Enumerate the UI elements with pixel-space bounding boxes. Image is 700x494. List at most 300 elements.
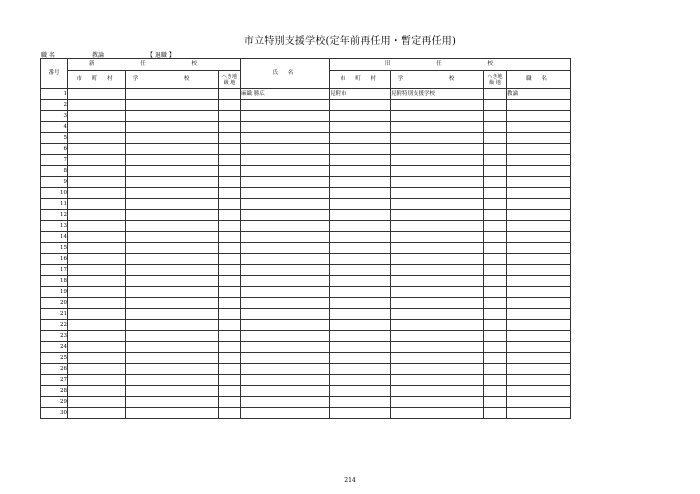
row-number: 22 — [41, 320, 68, 331]
old-job-cell — [507, 408, 571, 419]
old-job-cell — [507, 265, 571, 276]
teacher-name-cell — [241, 133, 330, 144]
old-remote-area-cell — [484, 276, 507, 287]
table-row — [41, 386, 571, 397]
old-school-cell — [391, 254, 484, 265]
old-job-cell — [507, 188, 571, 199]
new-school-cell — [126, 386, 219, 397]
new-school-cell — [126, 232, 219, 243]
row-number: 4 — [41, 122, 68, 133]
new-school-cell — [126, 375, 219, 386]
old-school-cell — [391, 397, 484, 408]
old-school-cell — [391, 331, 484, 342]
new-municipality-cell — [68, 342, 126, 353]
old-municipality-cell — [330, 111, 391, 122]
new-municipality-cell — [68, 155, 126, 166]
row-number: 29 — [41, 397, 68, 408]
row-number: 25 — [41, 353, 68, 364]
table-row — [41, 342, 571, 353]
new-school-cell — [126, 133, 219, 144]
old-municipality-cell — [330, 320, 391, 331]
table-row — [41, 408, 571, 419]
teacher-name-cell — [241, 177, 330, 188]
new-remote-area-cell — [219, 188, 241, 199]
teacher-name-cell: 麻織 勝広 — [241, 89, 330, 100]
new-municipality-cell — [68, 199, 126, 210]
teacher-name-cell — [241, 342, 330, 353]
old-school-cell — [391, 287, 484, 298]
teacher-name-cell — [241, 210, 330, 221]
table-row — [41, 364, 571, 375]
old-job-cell — [507, 210, 571, 221]
teacher-name-cell — [241, 221, 330, 232]
old-job-cell — [507, 375, 571, 386]
old-school-cell — [391, 320, 484, 331]
old-municipality-cell — [330, 408, 391, 419]
new-school-cell — [126, 320, 219, 331]
new-remote-area-cell — [219, 309, 241, 320]
teacher-name-cell — [241, 122, 330, 133]
new-remote-area-cell — [219, 276, 241, 287]
old-municipality-cell — [330, 265, 391, 276]
new-school-cell — [126, 342, 219, 353]
new-school-cell — [126, 243, 219, 254]
old-school-cell — [391, 166, 484, 177]
old-job-cell — [507, 111, 571, 122]
old-municipality-cell — [330, 375, 391, 386]
table-row — [41, 353, 571, 364]
old-remote-area-cell — [484, 199, 507, 210]
new-school-cell — [126, 298, 219, 309]
new-school-cell — [126, 177, 219, 188]
new-remote-area-cell — [219, 265, 241, 276]
old-remote-area-cell — [484, 111, 507, 122]
table-row — [41, 331, 571, 342]
row-number: 14 — [41, 232, 68, 243]
old-job-cell — [507, 122, 571, 133]
teacher-name-cell — [241, 199, 330, 210]
new-school-cell — [126, 287, 219, 298]
old-municipality-cell — [330, 144, 391, 155]
personnel-table — [40, 58, 571, 419]
row-number: 23 — [41, 331, 68, 342]
old-job-cell — [507, 243, 571, 254]
old-municipality-cell — [330, 309, 391, 320]
name-header: 氏 名 — [241, 59, 330, 89]
table-row — [41, 177, 571, 188]
new-school-cell — [126, 89, 219, 100]
new-municipality-cell — [68, 133, 126, 144]
old-job-cell — [507, 199, 571, 210]
row-number: 7 — [41, 155, 68, 166]
new-municipality-cell — [68, 177, 126, 188]
old-municipality-cell — [330, 199, 391, 210]
old-school-cell — [391, 342, 484, 353]
teacher-name-cell — [241, 364, 330, 375]
new-municipality-cell — [68, 408, 126, 419]
old-remote-area-cell — [484, 221, 507, 232]
old-job-cell: 教論 — [507, 89, 571, 100]
old-remote-area-header: へき地 級 地 — [484, 71, 507, 89]
old-municipality-cell — [330, 276, 391, 287]
old-municipality-cell — [330, 221, 391, 232]
new-remote-area-cell — [219, 254, 241, 265]
old-remote-area-cell — [484, 133, 507, 144]
new-remote-area-cell — [219, 155, 241, 166]
old-remote-area-cell — [484, 177, 507, 188]
teacher-name-cell — [241, 144, 330, 155]
old-municipality-cell — [330, 287, 391, 298]
row-number: 12 — [41, 210, 68, 221]
old-school-cell — [391, 232, 484, 243]
old-school-cell — [391, 386, 484, 397]
old-remote-area-cell — [484, 232, 507, 243]
old-school-cell — [391, 243, 484, 254]
old-school-cell: 見附特別支援学校 — [391, 89, 484, 100]
old-remote-area-cell — [484, 100, 507, 111]
teacher-name-cell — [241, 243, 330, 254]
old-remote-area-cell — [484, 397, 507, 408]
row-number: 9 — [41, 177, 68, 188]
old-municipality-cell — [330, 397, 391, 408]
new-school-cell — [126, 210, 219, 221]
old-remote-area-cell — [484, 144, 507, 155]
old-job-cell — [507, 133, 571, 144]
row-number: 21 — [41, 309, 68, 320]
table-row — [41, 133, 571, 144]
row-number: 17 — [41, 265, 68, 276]
new-remote-area-cell — [219, 386, 241, 397]
old-job-header: 職 名 — [507, 71, 571, 89]
old-school-name-header: 学 校 — [391, 71, 484, 89]
table-row — [41, 320, 571, 331]
old-job-cell — [507, 155, 571, 166]
old-remote-area-cell — [484, 375, 507, 386]
new-municipality-cell — [68, 254, 126, 265]
old-school-cell — [391, 364, 484, 375]
new-school-cell — [126, 221, 219, 232]
row-number: 28 — [41, 386, 68, 397]
old-school-cell — [391, 188, 484, 199]
old-school-cell — [391, 265, 484, 276]
old-remote-area-cell — [484, 408, 507, 419]
teacher-name-cell — [241, 397, 330, 408]
old-school-cell — [391, 375, 484, 386]
old-municipality-cell: 見附市 — [330, 89, 391, 100]
teacher-name-cell — [241, 375, 330, 386]
new-remote-area-cell — [219, 133, 241, 144]
old-municipality-cell — [330, 353, 391, 364]
old-job-cell — [507, 276, 571, 287]
old-job-cell — [507, 353, 571, 364]
new-municipality-cell — [68, 210, 126, 221]
new-municipality-cell — [68, 265, 126, 276]
new-municipality-cell — [68, 298, 126, 309]
teacher-name-cell — [241, 155, 330, 166]
old-school-cell — [391, 210, 484, 221]
new-remote-area-cell — [219, 210, 241, 221]
teacher-name-cell — [241, 287, 330, 298]
new-municipality-cell — [68, 386, 126, 397]
old-school-cell — [391, 111, 484, 122]
table-row — [41, 375, 571, 386]
new-municipality-cell — [68, 397, 126, 408]
new-municipality-cell — [68, 221, 126, 232]
new-municipality-cell — [68, 375, 126, 386]
row-number: 16 — [41, 254, 68, 265]
old-remote-area-cell — [484, 122, 507, 133]
new-municipality-cell — [68, 276, 126, 287]
old-remote-area-cell — [484, 309, 507, 320]
teacher-name-cell — [241, 386, 330, 397]
new-municipality-cell — [68, 287, 126, 298]
old-school-cell — [391, 298, 484, 309]
old-job-cell — [507, 331, 571, 342]
new-school-cell — [126, 144, 219, 155]
new-remote-area-cell — [219, 287, 241, 298]
new-school-cell — [126, 309, 219, 320]
new-remote-area-cell — [219, 320, 241, 331]
old-municipality-cell — [330, 232, 391, 243]
new-municipality-cell — [68, 166, 126, 177]
new-school-cell — [126, 166, 219, 177]
teacher-name-cell — [241, 265, 330, 276]
teacher-name-cell — [241, 298, 330, 309]
table-row — [41, 287, 571, 298]
old-remote-area-cell — [484, 353, 507, 364]
row-number: 26 — [41, 364, 68, 375]
old-school-cell — [391, 133, 484, 144]
new-remote-area-cell — [219, 89, 241, 100]
new-remote-area-cell — [219, 243, 241, 254]
old-municipality-cell — [330, 386, 391, 397]
new-remote-area-cell — [219, 298, 241, 309]
table-row — [41, 155, 571, 166]
new-school-cell — [126, 111, 219, 122]
old-remote-area-cell — [484, 298, 507, 309]
old-remote-area-cell — [484, 342, 507, 353]
old-remote-area-cell — [484, 89, 507, 100]
old-school-cell — [391, 100, 484, 111]
old-school-cell — [391, 144, 484, 155]
teacher-name-cell — [241, 331, 330, 342]
table-row — [41, 243, 571, 254]
old-municipality-cell — [330, 298, 391, 309]
old-school-cell — [391, 408, 484, 419]
table-row — [41, 188, 571, 199]
row-number: 30 — [41, 408, 68, 419]
table-row — [41, 122, 571, 133]
old-school-cell — [391, 199, 484, 210]
old-remote-area-cell — [484, 166, 507, 177]
old-municipality-cell — [330, 364, 391, 375]
old-remote-area-cell — [484, 243, 507, 254]
new-remote-area-cell — [219, 364, 241, 375]
new-municipality-cell — [68, 111, 126, 122]
old-school-cell — [391, 221, 484, 232]
new-school-cell — [126, 100, 219, 111]
page-number: 214 — [344, 477, 356, 484]
old-job-cell — [507, 287, 571, 298]
new-remote-area-cell — [219, 144, 241, 155]
new-municipality-cell — [68, 309, 126, 320]
old-municipality-cell — [330, 122, 391, 133]
new-remote-area-cell — [219, 177, 241, 188]
old-remote-area-cell — [484, 155, 507, 166]
old-job-cell — [507, 397, 571, 408]
table-row — [41, 111, 571, 122]
old-municipality-cell — [330, 188, 391, 199]
new-school-header: 新 任 校 — [68, 59, 241, 71]
teacher-name-cell — [241, 353, 330, 364]
old-school-header: 旧 任 校 — [330, 59, 571, 71]
new-remote-area-cell — [219, 375, 241, 386]
new-remote-area-header: へき地 級 地 — [219, 71, 241, 89]
page-title: 市立特別支援学校(定年前再任用・暫定再任用) — [243, 36, 457, 47]
new-remote-area-cell — [219, 100, 241, 111]
row-number: 1 — [41, 89, 68, 100]
new-municipality-header: 市 町 村 — [68, 71, 126, 89]
new-school-cell — [126, 188, 219, 199]
table-row — [41, 232, 571, 243]
table-row — [41, 309, 571, 320]
new-remote-area-cell — [219, 122, 241, 133]
old-job-cell — [507, 386, 571, 397]
row-number: 5 — [41, 133, 68, 144]
teacher-name-cell — [241, 166, 330, 177]
old-school-cell — [391, 122, 484, 133]
new-municipality-cell — [68, 89, 126, 100]
old-remote-area-cell — [484, 188, 507, 199]
teacher-name-cell — [241, 111, 330, 122]
old-municipality-cell — [330, 210, 391, 221]
new-school-cell — [126, 265, 219, 276]
row-number: 10 — [41, 188, 68, 199]
old-remote-area-cell — [484, 320, 507, 331]
old-remote-area-cell — [484, 364, 507, 375]
old-job-cell — [507, 364, 571, 375]
old-job-cell — [507, 298, 571, 309]
table-row — [41, 221, 571, 232]
old-job-cell — [507, 166, 571, 177]
table-row — [41, 298, 571, 309]
col-number-header: 番号 — [41, 59, 68, 89]
row-number: 6 — [41, 144, 68, 155]
table-row — [41, 199, 571, 210]
old-remote-area-cell — [484, 265, 507, 276]
new-school-cell — [126, 364, 219, 375]
job-label: 職 名 — [41, 52, 55, 59]
row-number: 15 — [41, 243, 68, 254]
table-row — [41, 89, 571, 100]
teacher-name-cell — [241, 276, 330, 287]
new-municipality-cell — [68, 243, 126, 254]
row-number: 11 — [41, 199, 68, 210]
row-number: 24 — [41, 342, 68, 353]
table-row — [41, 144, 571, 155]
teacher-name-cell — [241, 408, 330, 419]
old-municipality-cell — [330, 177, 391, 188]
row-number: 13 — [41, 221, 68, 232]
old-job-cell — [507, 100, 571, 111]
old-school-cell — [391, 155, 484, 166]
old-municipality-cell — [330, 166, 391, 177]
table-row — [41, 210, 571, 221]
table-row — [41, 265, 571, 276]
new-school-cell — [126, 408, 219, 419]
old-municipality-cell — [330, 100, 391, 111]
teacher-name-cell — [241, 232, 330, 243]
new-remote-area-cell — [219, 111, 241, 122]
old-job-cell — [507, 221, 571, 232]
table-row — [41, 397, 571, 408]
old-remote-area-cell — [484, 386, 507, 397]
new-school-cell — [126, 353, 219, 364]
new-remote-area-cell — [219, 331, 241, 342]
new-municipality-cell — [68, 144, 126, 155]
old-job-cell — [507, 177, 571, 188]
new-school-cell — [126, 155, 219, 166]
old-job-cell — [507, 342, 571, 353]
old-school-cell — [391, 353, 484, 364]
teacher-name-cell — [241, 320, 330, 331]
new-school-cell — [126, 254, 219, 265]
teacher-name-cell — [241, 188, 330, 199]
row-number: 18 — [41, 276, 68, 287]
new-municipality-cell — [68, 364, 126, 375]
old-municipality-cell — [330, 331, 391, 342]
new-remote-area-cell — [219, 166, 241, 177]
old-remote-area-cell — [484, 331, 507, 342]
new-municipality-cell — [68, 188, 126, 199]
old-job-cell — [507, 232, 571, 243]
old-remote-area-cell — [484, 210, 507, 221]
teacher-name-cell — [241, 309, 330, 320]
old-municipality-header: 市 町 村 — [330, 71, 391, 89]
row-number: 2 — [41, 100, 68, 111]
old-remote-area-cell — [484, 254, 507, 265]
new-municipality-cell — [68, 331, 126, 342]
new-municipality-cell — [68, 353, 126, 364]
old-remote-area-cell — [484, 287, 507, 298]
new-municipality-cell — [68, 232, 126, 243]
old-school-cell — [391, 177, 484, 188]
old-municipality-cell — [330, 342, 391, 353]
new-school-cell — [126, 199, 219, 210]
new-school-name-header: 学 校 — [126, 71, 219, 89]
old-municipality-cell — [330, 133, 391, 144]
new-municipality-cell — [68, 100, 126, 111]
new-remote-area-cell — [219, 221, 241, 232]
status-label: 【 退職 】 — [147, 52, 175, 59]
new-municipality-cell — [68, 320, 126, 331]
new-remote-area-cell — [219, 342, 241, 353]
old-job-cell — [507, 144, 571, 155]
teacher-name-cell — [241, 254, 330, 265]
new-remote-area-cell — [219, 408, 241, 419]
row-number: 3 — [41, 111, 68, 122]
new-school-cell — [126, 122, 219, 133]
row-number: 19 — [41, 287, 68, 298]
old-job-cell — [507, 309, 571, 320]
old-school-cell — [391, 309, 484, 320]
row-number: 8 — [41, 166, 68, 177]
old-municipality-cell — [330, 254, 391, 265]
new-remote-area-cell — [219, 199, 241, 210]
table-row — [41, 254, 571, 265]
new-remote-area-cell — [219, 353, 241, 364]
old-municipality-cell — [330, 243, 391, 254]
